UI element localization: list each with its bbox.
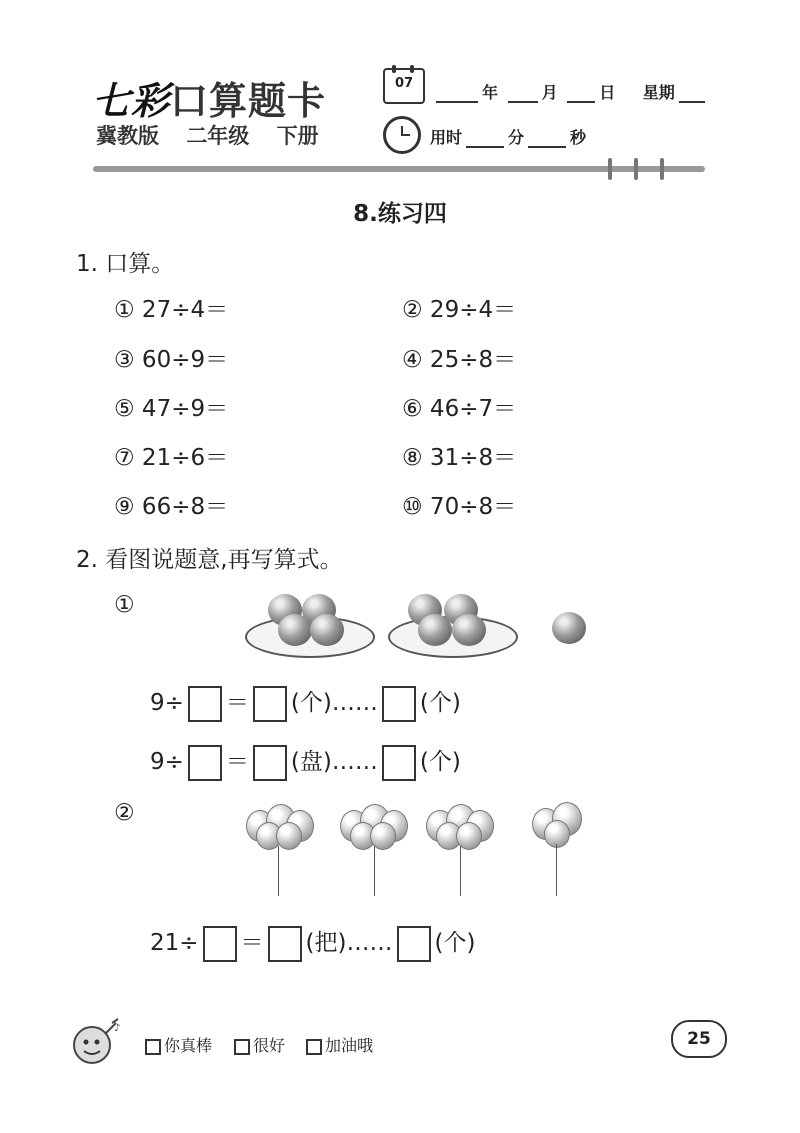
- date-fields: [432, 80, 709, 103]
- equation-row: [150, 743, 461, 781]
- answer-box[interactable]: [253, 686, 287, 722]
- unit-label: (个): [434, 930, 476, 956]
- page-number: 25: [671, 1020, 727, 1058]
- month-label: 月: [541, 83, 558, 102]
- q1-item: ⑩ 70÷8＝: [402, 494, 517, 520]
- balloon-string: [460, 846, 461, 896]
- remainder-dots: ……: [331, 749, 378, 775]
- divider-pin: [660, 158, 664, 180]
- remainder-dots: ……: [331, 690, 378, 716]
- q1-item: ⑥ 46÷7＝: [402, 396, 517, 422]
- q1-item: ⑦ 21÷6＝: [114, 445, 229, 471]
- divider-pin: [634, 158, 638, 180]
- unit-label: (个): [290, 690, 332, 716]
- rating-label: 加油哦: [325, 1036, 374, 1055]
- q1-item: ② 29÷4＝: [402, 297, 517, 323]
- q1-item: ① 27÷4＝: [114, 297, 229, 323]
- checkbox-icon[interactable]: [306, 1039, 322, 1055]
- answer-box[interactable]: [397, 926, 431, 962]
- time-fields: [430, 125, 586, 148]
- q2-part2-number: ②: [114, 800, 135, 826]
- dividend: 21÷: [150, 930, 199, 956]
- q1-item: ⑧ 31÷8＝: [402, 445, 517, 471]
- brand-title: [92, 70, 326, 125]
- balloon: [276, 822, 302, 850]
- calendar-day: 07: [394, 76, 414, 91]
- rating-option[interactable]: [234, 1033, 285, 1056]
- equals-sign: ＝: [225, 690, 249, 716]
- apple: [552, 612, 586, 644]
- edition-grade: 二年级: [186, 124, 250, 148]
- answer-box[interactable]: [188, 745, 222, 781]
- seconds-label: 秒: [570, 128, 587, 147]
- checkbox-icon[interactable]: [234, 1039, 250, 1055]
- weekday-blank[interactable]: [679, 87, 705, 103]
- balloon-string: [278, 846, 279, 896]
- answer-box[interactable]: [203, 926, 237, 962]
- unit-label: (盘): [290, 749, 332, 775]
- dividend: 9÷: [150, 690, 184, 716]
- balloon-string: [374, 846, 375, 896]
- unit-label: (把): [305, 930, 347, 956]
- q2-part1-number: ①: [114, 592, 135, 618]
- edition-publisher: 冀教版: [96, 124, 159, 148]
- year-label: 年: [482, 83, 499, 102]
- q1-item: ⑨ 66÷8＝: [114, 494, 229, 520]
- q1-item: ⑤ 47÷9＝: [114, 396, 229, 422]
- apple: [452, 614, 486, 646]
- answer-box[interactable]: [382, 745, 416, 781]
- seconds-blank[interactable]: [528, 132, 566, 148]
- mascot-icon: [66, 1015, 126, 1070]
- q1-item: ③ 60÷9＝: [114, 347, 229, 373]
- answer-box[interactable]: [268, 926, 302, 962]
- checkbox-icon[interactable]: [145, 1039, 161, 1055]
- balloons-illustration: [240, 800, 600, 910]
- svg-text:♪: ♪: [114, 1023, 121, 1034]
- apple: [418, 614, 452, 646]
- edition-volume: 下册: [276, 124, 319, 148]
- equals-sign: ＝: [225, 749, 249, 775]
- minutes-label: 分: [508, 128, 525, 147]
- brand-rest: 口算题卡: [170, 78, 327, 123]
- remainder-dots: ……: [346, 930, 393, 956]
- dividend: 9÷: [150, 749, 184, 775]
- clock-icon: [383, 116, 421, 154]
- answer-box[interactable]: [382, 686, 416, 722]
- balloon: [544, 820, 570, 848]
- header-divider: [93, 166, 705, 172]
- unit-label: (个): [419, 749, 461, 775]
- month-blank[interactable]: [508, 87, 538, 103]
- minutes-blank[interactable]: [466, 132, 504, 148]
- year-blank[interactable]: [436, 87, 478, 103]
- answer-box[interactable]: [188, 686, 222, 722]
- q1-heading: 1. 口算。: [76, 251, 175, 277]
- rating-label: 很好: [253, 1036, 286, 1055]
- time-label: 用时: [430, 128, 463, 147]
- equation-row: [150, 924, 475, 962]
- rating-label: 你真棒: [164, 1036, 213, 1055]
- calendar-icon: [383, 68, 425, 104]
- weekday-label: 星期: [642, 83, 675, 102]
- equals-sign: ＝: [240, 930, 264, 956]
- brand-qi: 七彩: [92, 78, 171, 123]
- day-blank[interactable]: [567, 87, 595, 103]
- day-label: 日: [599, 83, 616, 102]
- divider-pin: [608, 158, 612, 180]
- q1-item: ④ 25÷8＝: [402, 347, 517, 373]
- apple: [278, 614, 312, 646]
- answer-box[interactable]: [253, 745, 287, 781]
- edition-line: [96, 120, 339, 150]
- apple: [310, 614, 344, 646]
- lesson-title: 8.练习四: [353, 201, 447, 227]
- q2-heading: 2. 看图说题意,再写算式。: [76, 547, 343, 573]
- rating-option[interactable]: [306, 1033, 373, 1056]
- balloon-string: [556, 844, 557, 896]
- apples-illustration: [240, 590, 600, 670]
- unit-label: (个): [419, 690, 461, 716]
- equation-row: [150, 684, 461, 722]
- rating-option[interactable]: [145, 1033, 212, 1056]
